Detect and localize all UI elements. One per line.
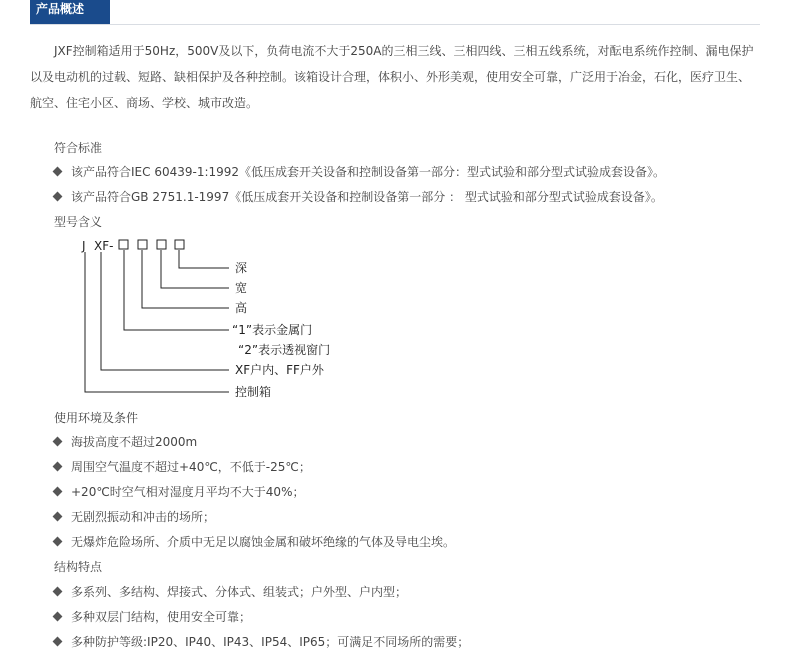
structure-item-text: 多系列、多结构、焊接式、分体式、组装式；户外型、户内型；	[71, 585, 408, 599]
diamond-bullet-icon	[53, 487, 63, 497]
environment-item-text: 无剧烈振动和冲击的场所；	[71, 510, 216, 524]
section-tab: 产品概述	[30, 0, 110, 24]
code-box-4	[175, 240, 184, 249]
code-box-2	[138, 240, 147, 249]
label-door2: “2”表示透视窗门	[238, 343, 331, 357]
code-j: J	[82, 239, 86, 253]
intro-paragraph: JXF控制箱适用于50Hz，500V及以下，负荷电流不大于250A的三相三线、三相四线、三相五线系统，对酝电系统作控制、漏电保护以及电动机的过载、短路、缺相保护及各种控制。该箱设计合理，体积小、外形美观，使用安全可靠，广泛用于冶金，石化，医疗卫生、航空、住宅小区、商场、学校、城市改造。	[30, 44, 754, 110]
structure-item	[54, 609, 251, 625]
environment-item	[54, 434, 197, 450]
environment-item-text: 周围空气温度不超过+40℃，不低于-25℃；	[71, 460, 311, 474]
code-box-3	[157, 240, 166, 249]
structure-item-text: 多种防护等级:IP20、IP40、IP43、IP54、IP65；可满足不同场所的需要；	[71, 635, 470, 649]
diamond-bullet-icon	[53, 462, 63, 472]
leader-width	[161, 250, 229, 288]
leader-location	[101, 252, 229, 370]
label-door1: “1”表示金属门	[232, 323, 313, 337]
label-depth: 深	[235, 261, 248, 275]
model-title: 型号含义	[54, 215, 103, 229]
model-diagram	[74, 236, 394, 404]
environment-item	[54, 484, 304, 500]
standards-item	[54, 164, 665, 180]
diamond-bullet-icon	[53, 637, 63, 647]
environment-item-text: 无爆炸危险场所、介质中无足以腐蚀金属和破坏绝缘的气体及导电尘埃。	[71, 535, 456, 549]
leader-height	[142, 250, 229, 308]
diamond-bullet-icon	[53, 537, 63, 547]
standards-title: 符合标准	[54, 141, 103, 155]
structure-item-text: 多种双层门结构，使用安全可靠；	[71, 610, 252, 624]
model-diagram-svg	[74, 236, 394, 404]
environment-title: 使用环境及条件	[54, 411, 139, 425]
standards-item	[54, 189, 663, 205]
structure-item	[54, 634, 469, 650]
diamond-bullet-icon	[53, 437, 63, 447]
label-width: 宽	[235, 281, 248, 295]
leader-box	[85, 252, 229, 392]
diamond-bullet-icon	[53, 192, 63, 202]
section-header	[30, 0, 760, 25]
structure-item	[54, 584, 407, 600]
label-location: XF户内、FF户外	[235, 363, 324, 377]
standards-item-text: 该产品符合GB 2751.1-1997《低压成套开关设备和控制设备第一部分 ： 型式试验和部分型式试验成套设备》。	[71, 190, 663, 204]
leader-door	[124, 250, 229, 330]
diamond-bullet-icon	[53, 587, 63, 597]
structure-title: 结构特点	[54, 560, 103, 574]
diamond-bullet-icon	[53, 167, 63, 177]
label-height: 高	[235, 301, 248, 315]
environment-item	[54, 509, 215, 525]
standards-item-text: 该产品符合IEC 60439-1:1992《低压成套开关设备和控制设备第一部分：型式试验和部分型式试验成套设备》。	[71, 165, 666, 179]
environment-item	[54, 534, 455, 550]
environment-item-text: +20℃时空气相对湿度月平均不大于40%；	[71, 485, 305, 499]
environment-item-text: 海拔高度不超过2000m	[71, 435, 198, 449]
label-box: 控制箱	[235, 385, 272, 399]
diamond-bullet-icon	[53, 512, 63, 522]
code-box-1	[119, 240, 128, 249]
leader-depth	[179, 250, 229, 268]
code-xf: XF-	[94, 239, 114, 253]
diamond-bullet-icon	[53, 612, 63, 622]
environment-item	[54, 459, 311, 475]
